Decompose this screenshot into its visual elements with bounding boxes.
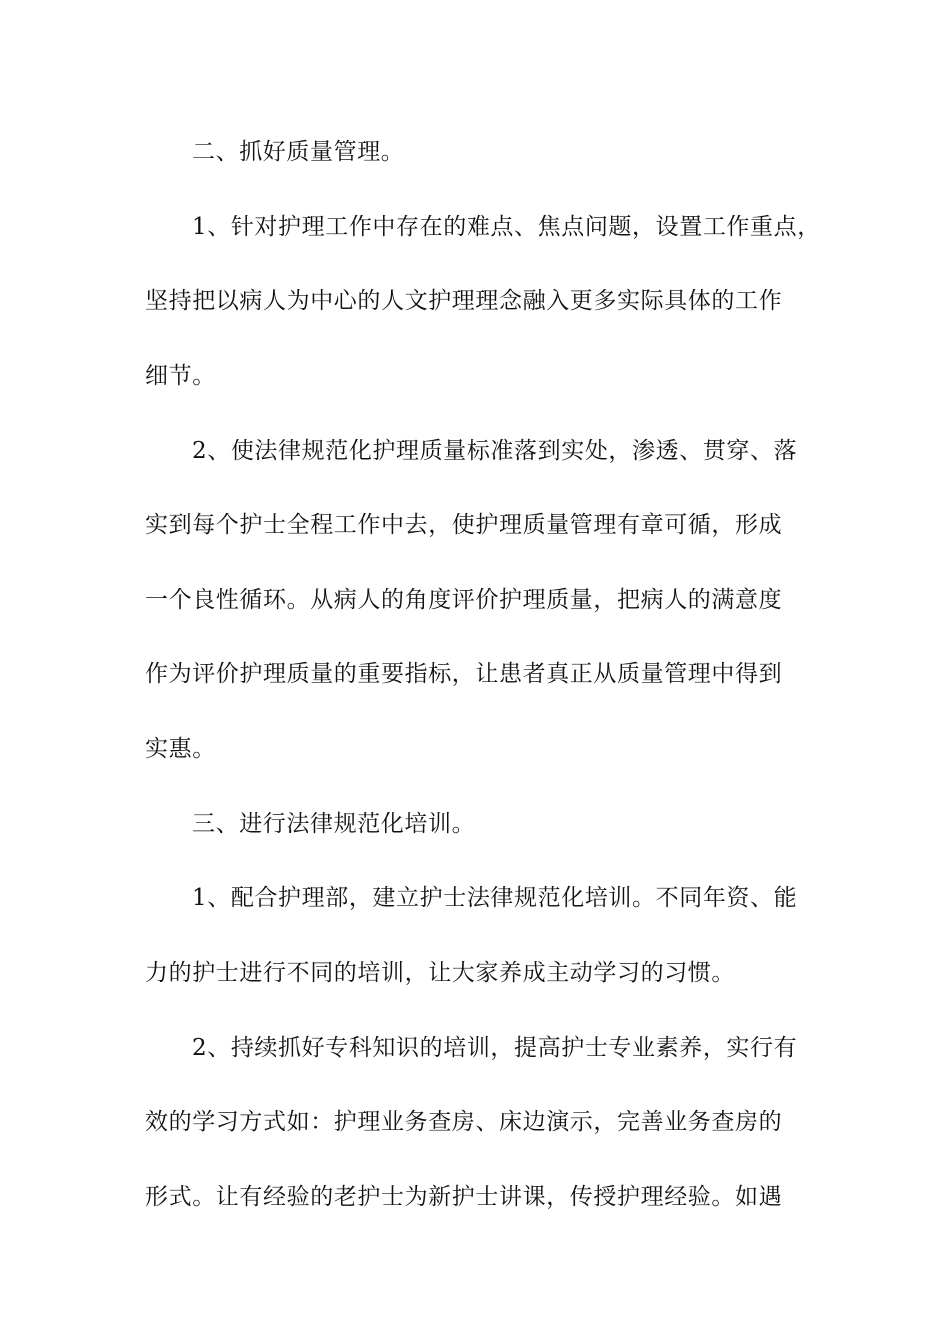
paragraph-line: 作为评价护理质量的重要指标，让患者真正从质量管理中得到 bbox=[145, 661, 783, 687]
paragraph-line: 2、使法律规范化护理质量标准落到实处，渗透、贯穿、落 bbox=[192, 438, 798, 464]
paragraph-line: 坚持把以病人为中心的人文护理理念融入更多实际具体的工作 bbox=[145, 288, 783, 314]
section-heading-quality: 二、抓好质量管理。 bbox=[192, 139, 405, 165]
paragraph-line: 形式。让有经验的老护士为新护士讲课，传授护理经验。如遇 bbox=[145, 1184, 783, 1210]
section-heading-training: 三、进行法律规范化培训。 bbox=[192, 811, 476, 837]
paragraph-line: 2、持续抓好专科知识的培训，提高护士专业素养，实行有 bbox=[192, 1035, 798, 1061]
paragraph-line: 一个良性循环。从病人的角度评价护理质量，把病人的满意度 bbox=[145, 587, 783, 613]
paragraph-line: 细节。 bbox=[145, 363, 216, 389]
paragraph-line: 1、针对护理工作中存在的难点、焦点问题，设置工作重点， bbox=[192, 214, 821, 240]
paragraph-line: 实到每个护士全程工作中去，使护理质量管理有章可循，形成 bbox=[145, 512, 783, 538]
paragraph-line: 力的护士进行不同的培训，让大家养成主动学习的习惯。 bbox=[145, 960, 735, 986]
paragraph-line: 实惠。 bbox=[145, 736, 216, 762]
paragraph-line: 1、配合护理部，建立护士法律规范化培训。不同年资、能 bbox=[192, 885, 798, 911]
paragraph-line: 效的学习方式如：护理业务查房、床边演示，完善业务查房的 bbox=[145, 1109, 783, 1135]
